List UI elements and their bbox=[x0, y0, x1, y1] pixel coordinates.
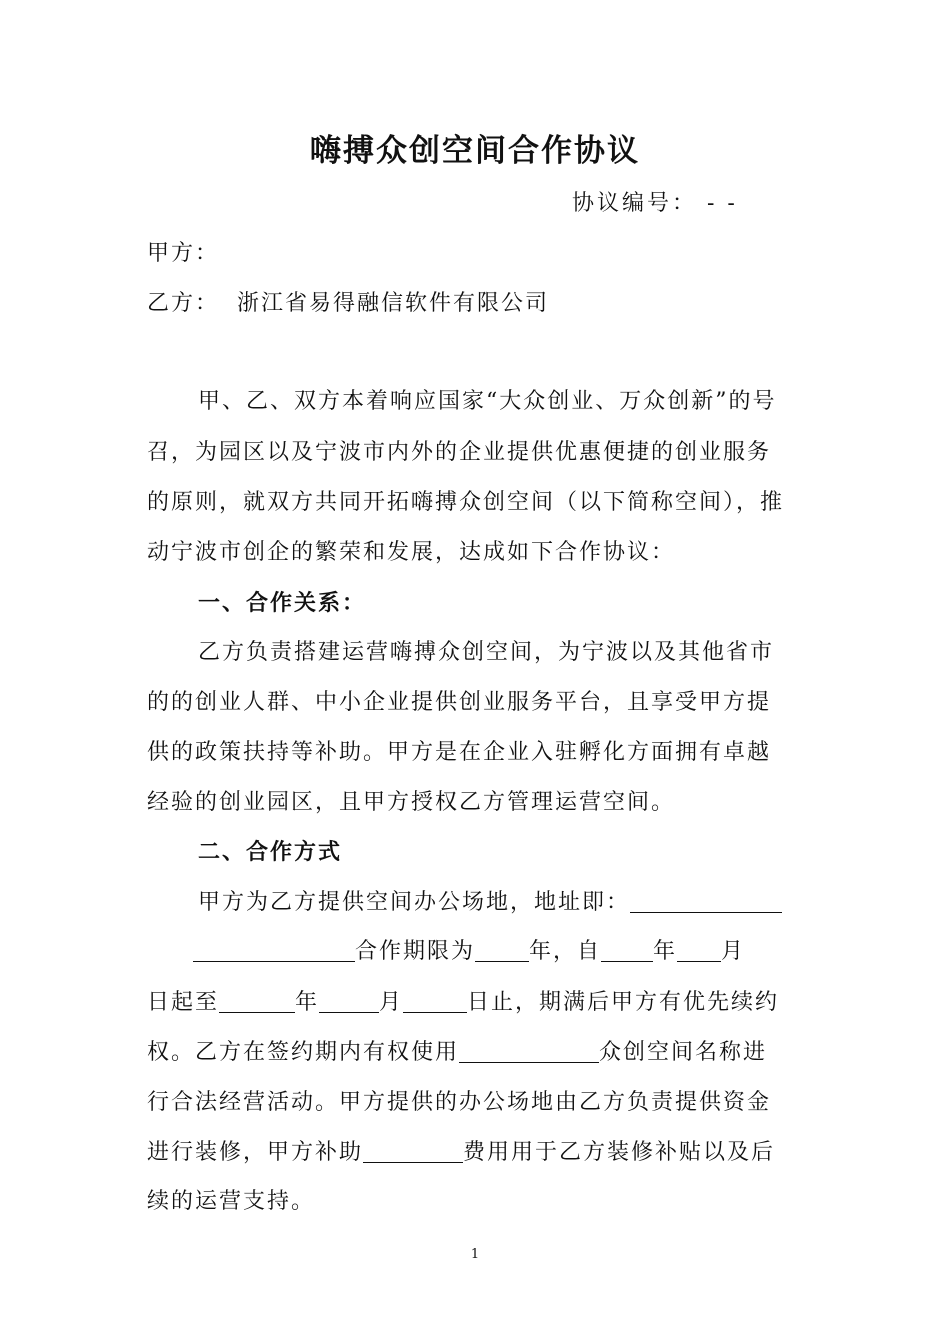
start-year-blank[interactable] bbox=[601, 939, 653, 962]
party-b-name: 浙江省易得融信软件有限公司 bbox=[237, 291, 550, 316]
start-month-blank[interactable] bbox=[677, 939, 721, 962]
section-2-line: 权。乙方在签约期内有权使用 众创空间名称进 bbox=[147, 1040, 768, 1065]
section-2-line: 进行装修，甲方补助 费用用于乙方装修补贴以及后 bbox=[147, 1140, 776, 1165]
preamble-line: 动宁波市创企的繁荣和发展，达成如下合作协议： bbox=[147, 540, 676, 565]
party-a-line bbox=[147, 236, 219, 267]
section-2-line: 甲方为乙方提供空间办公场地，地址即： bbox=[198, 885, 782, 916]
section-2-line: 续的运营支持。 bbox=[147, 1189, 316, 1214]
party-b-label: 乙方： bbox=[147, 291, 220, 316]
document-title: 嗨搏众创空间合作协议 bbox=[310, 133, 640, 169]
agreement-number: 协议编号： - - bbox=[572, 191, 738, 216]
address-blank-continued[interactable] bbox=[193, 939, 355, 962]
term-years-blank[interactable] bbox=[475, 939, 529, 962]
space-name-blank[interactable] bbox=[459, 1040, 599, 1063]
party-a-label: 甲方： bbox=[147, 241, 220, 266]
preamble-line: 的原则，就双方共同开拓嗨搏众创空间（以下简称空间），推 bbox=[147, 490, 785, 515]
section-2-line: 合作期限为 年，自 年 月 bbox=[193, 934, 745, 965]
party-b-line bbox=[147, 286, 549, 317]
preamble-line: 召，为园区以及宁波市内外的企业提供优惠便捷的创业服务 bbox=[147, 440, 772, 465]
subsidy-amount-blank[interactable] bbox=[363, 1140, 463, 1163]
section-2-heading: 二、合作方式 bbox=[198, 840, 343, 865]
end-year-blank[interactable] bbox=[319, 990, 379, 1013]
start-day-blank[interactable] bbox=[219, 990, 295, 1013]
section-2-line: 行合法经营活动。甲方提供的办公场地由乙方负责提供资金 bbox=[147, 1090, 772, 1115]
end-month-blank[interactable] bbox=[403, 990, 467, 1013]
section-1-line: 的的创业人群、中小企业提供创业服务平台，且享受甲方提 bbox=[147, 690, 772, 715]
preamble-line: 甲、乙、双方本着响应国家“大众创业、万众创新”的号 bbox=[198, 389, 777, 414]
section-1-line: 供的政策扶持等补助。甲方是在企业入驻孵化方面拥有卓越 bbox=[147, 740, 772, 765]
section-2-line: 日起至 年 月 日止，期满后甲方有优先续约 bbox=[147, 990, 780, 1015]
address-blank[interactable] bbox=[630, 890, 782, 913]
page-number: 1 bbox=[470, 1247, 480, 1262]
section-1-line: 经验的创业园区，且甲方授权乙方管理运营空间。 bbox=[147, 790, 676, 815]
section-1-line: 乙方负责搭建运营嗨搏众创空间，为宁波以及其他省市 bbox=[198, 640, 775, 665]
section-1-heading: 一、合作关系： bbox=[198, 591, 367, 616]
